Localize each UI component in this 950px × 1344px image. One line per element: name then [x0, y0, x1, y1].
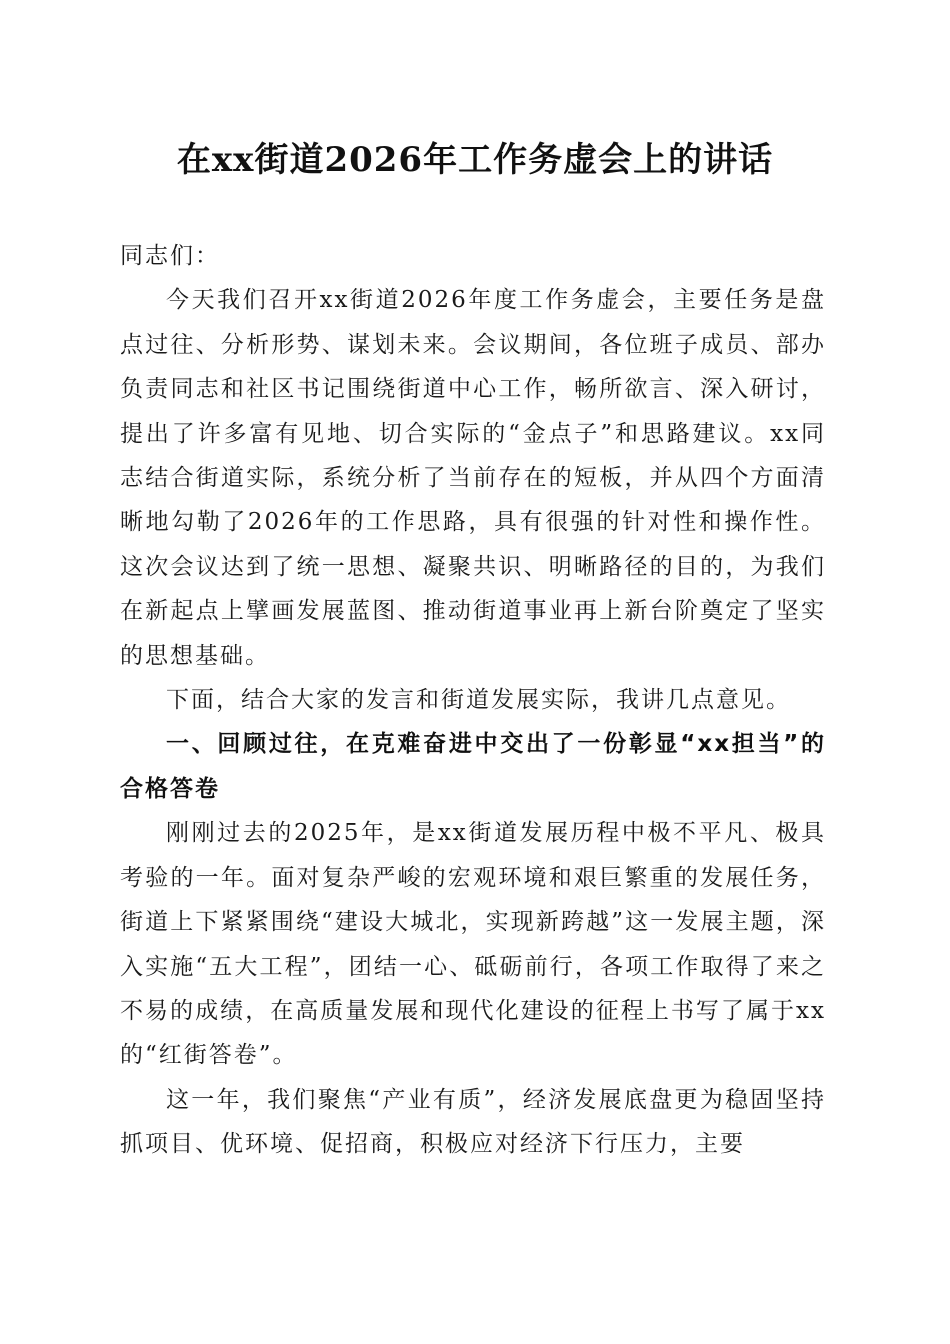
paragraph-industry: 这一年，我们聚焦“产业有质”，经济发展底盘更为稳固坚持抓项目、优环境、促招商，积极应对经济下行压力，主要 [120, 1086, 826, 1158]
paragraph-opening: 今天我们召开xx街道2026年度工作务虚会，主要任务是盘点过往、分析形势、谋划未来。会议期间，各位班子成员、部办负责同志和社区书记围绕街道中心工作，畅所欲言、深入研讨，提出了许多富有见地、切合实际的“金点子”和思路建议。xx同志结合街道实际，系统分析了当前存在的短板，并从四个方面清晰地勾勒了2026年的工作思路，具有很强的针对性和操作性。这次会议达到了统一思想、凝聚共识、明晰路径的目的，为我们在新起点上擘画发展蓝图、推动街道事业再上新台阶奠定了坚实的思想基础。 [120, 287, 826, 669]
salutation: 同志们： [120, 243, 220, 269]
document-body [120, 234, 826, 1167]
section-heading: 一、回顾过往，在克难奋进中交出了一份彰显“xx担当”的合格答卷 [120, 731, 826, 802]
paragraph-review: 刚刚过去的2025年，是xx街道发展历程中极不平凡、极具考验的一年。面对复杂严峻的宏观环境和艰巨繁重的发展任务，街道上下紧紧围绕“建设大城北，实现新跨越”这一发展主题，深入实施“五大工程”，团结一心、砥砺前行，各项工作取得了来之不易的成绩，在高质量发展和现代化建设的征程上书写了属于xx的“红街答卷”。 [120, 820, 826, 1069]
document-title: 在xx街道2026年工作务虚会上的讲话 [176, 140, 774, 180]
paragraph-transition: 下面，结合大家的发言和街道发展实际，我讲几点意见。 [166, 687, 791, 714]
